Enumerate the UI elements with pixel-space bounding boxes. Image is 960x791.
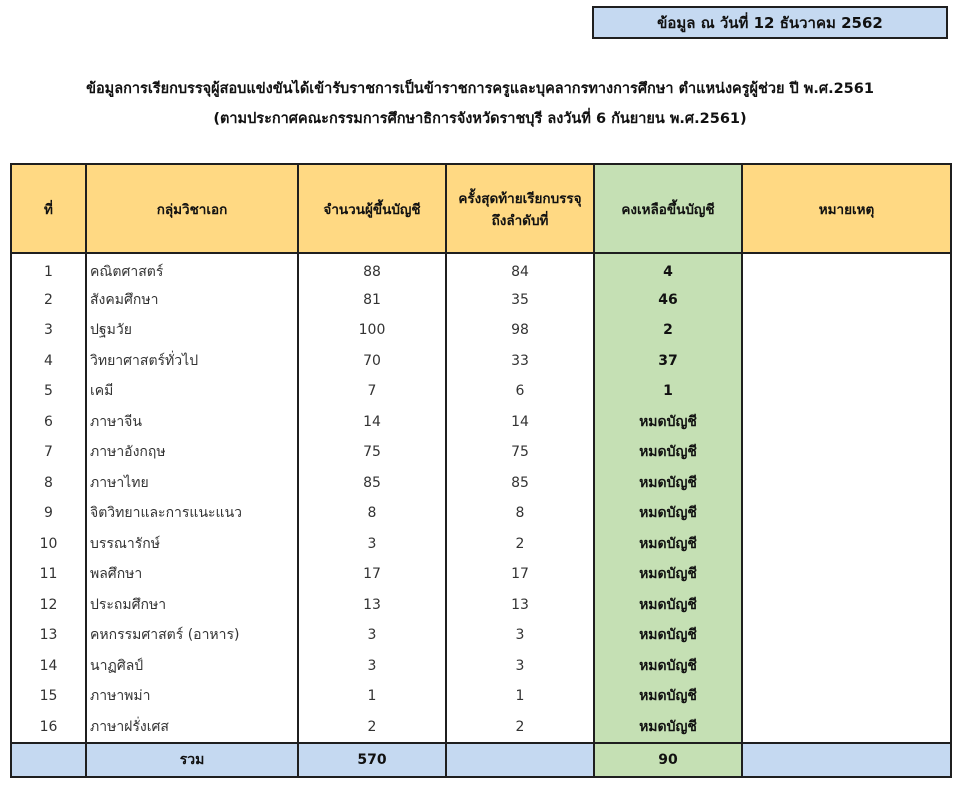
cell-remaining: หมดบัญชี bbox=[594, 437, 742, 468]
total-remaining: 90 bbox=[594, 743, 742, 777]
table-row bbox=[11, 253, 951, 285]
cell-remarks bbox=[742, 468, 951, 499]
cell-last-called: 3 bbox=[446, 620, 594, 651]
cell-subject: นาฏศิลป์ bbox=[86, 651, 298, 682]
cell-listed: 3 bbox=[298, 620, 446, 651]
cell-listed: 17 bbox=[298, 559, 446, 590]
table-row bbox=[11, 498, 951, 529]
cell-no: 5 bbox=[11, 376, 86, 407]
table-row bbox=[11, 620, 951, 651]
cell-listed: 3 bbox=[298, 529, 446, 560]
cell-remarks bbox=[742, 498, 951, 529]
cell-subject: ปฐมวัย bbox=[86, 315, 298, 346]
cell-listed: 2 bbox=[298, 712, 446, 744]
table-row bbox=[11, 559, 951, 590]
cell-remarks bbox=[742, 712, 951, 744]
cell-remarks bbox=[742, 437, 951, 468]
table-row bbox=[11, 285, 951, 316]
cell-no: 12 bbox=[11, 590, 86, 621]
header-listed: จำนวนผู้ขึ้นบัญชี bbox=[298, 164, 446, 253]
cell-no: 9 bbox=[11, 498, 86, 529]
cell-subject: ประถมศึกษา bbox=[86, 590, 298, 621]
recruitment-table bbox=[10, 163, 952, 778]
cell-remaining: หมดบัญชี bbox=[594, 559, 742, 590]
cell-listed: 14 bbox=[298, 407, 446, 438]
cell-listed: 75 bbox=[298, 437, 446, 468]
cell-listed: 8 bbox=[298, 498, 446, 529]
cell-listed: 100 bbox=[298, 315, 446, 346]
report-title: ข้อมูลการเรียกบรรจุผู้สอบแข่งขันได้เข้ารับราชการเป็นข้าราชการครูและบุคลากรทางการศึกษา ตำแหน่งครูผู้ช่วย ปี พ.ศ.2561 bbox=[86, 81, 874, 97]
cell-remarks bbox=[742, 376, 951, 407]
cell-listed: 7 bbox=[298, 376, 446, 407]
cell-last-called: 2 bbox=[446, 529, 594, 560]
table-row bbox=[11, 437, 951, 468]
total-row bbox=[11, 743, 951, 777]
cell-listed: 88 bbox=[298, 253, 446, 285]
cell-no: 13 bbox=[11, 620, 86, 651]
cell-last-called: 2 bbox=[446, 712, 594, 744]
cell-no: 4 bbox=[11, 346, 86, 377]
cell-remaining: 2 bbox=[594, 315, 742, 346]
cell-remaining: หมดบัญชี bbox=[594, 468, 742, 499]
cell-no: 8 bbox=[11, 468, 86, 499]
cell-remarks bbox=[742, 559, 951, 590]
cell-no: 1 bbox=[11, 253, 86, 285]
cell-last-called: 6 bbox=[446, 376, 594, 407]
cell-subject: สังคมศึกษา bbox=[86, 285, 298, 316]
cell-remaining: 4 bbox=[594, 253, 742, 285]
cell-last-called: 1 bbox=[446, 681, 594, 712]
cell-no: 3 bbox=[11, 315, 86, 346]
cell-subject: บรรณารักษ์ bbox=[86, 529, 298, 560]
cell-last-called: 13 bbox=[446, 590, 594, 621]
cell-last-called: 33 bbox=[446, 346, 594, 377]
table-row bbox=[11, 315, 951, 346]
cell-subject: เคมี bbox=[86, 376, 298, 407]
cell-remarks bbox=[742, 651, 951, 682]
cell-last-called: 8 bbox=[446, 498, 594, 529]
table-row bbox=[11, 346, 951, 377]
cell-remarks bbox=[742, 529, 951, 560]
table-row bbox=[11, 681, 951, 712]
cell-listed: 85 bbox=[298, 468, 446, 499]
data-date-box bbox=[592, 6, 948, 39]
header-last-called-line2: ถึงลำดับที่ bbox=[491, 212, 549, 229]
cell-last-called: 3 bbox=[446, 651, 594, 682]
cell-listed: 70 bbox=[298, 346, 446, 377]
cell-remaining: 1 bbox=[594, 376, 742, 407]
cell-remarks bbox=[742, 590, 951, 621]
cell-last-called: 98 bbox=[446, 315, 594, 346]
cell-subject: จิตวิทยาและการแนะแนว bbox=[86, 498, 298, 529]
table-row bbox=[11, 468, 951, 499]
cell-last-called: 85 bbox=[446, 468, 594, 499]
cell-remaining: หมดบัญชี bbox=[594, 529, 742, 560]
header-remarks: หมายเหตุ bbox=[742, 164, 951, 253]
cell-remaining: 46 bbox=[594, 285, 742, 316]
header-last-called-line1: ครั้งสุดท้ายเรียกบรรจุ bbox=[458, 190, 582, 207]
cell-no: 16 bbox=[11, 712, 86, 744]
cell-last-called: 14 bbox=[446, 407, 594, 438]
cell-listed: 3 bbox=[298, 651, 446, 682]
table-row bbox=[11, 651, 951, 682]
cell-no: 7 bbox=[11, 437, 86, 468]
header-subject: กลุ่มวิชาเอก bbox=[86, 164, 298, 253]
cell-subject: คณิตศาสตร์ bbox=[86, 253, 298, 285]
cell-last-called: 35 bbox=[446, 285, 594, 316]
total-label: รวม bbox=[86, 743, 298, 777]
table-row bbox=[11, 712, 951, 744]
cell-remaining: หมดบัญชี bbox=[594, 620, 742, 651]
cell-no: 10 bbox=[11, 529, 86, 560]
cell-subject: วิทยาศาสตร์ทั่วไป bbox=[86, 346, 298, 377]
table-row bbox=[11, 529, 951, 560]
total-remarks-cell bbox=[742, 743, 951, 777]
total-no-cell bbox=[11, 743, 86, 777]
cell-remaining: หมดบัญชี bbox=[594, 651, 742, 682]
cell-remarks bbox=[742, 253, 951, 285]
cell-subject: ภาษาจีน bbox=[86, 407, 298, 438]
table-header-row bbox=[11, 164, 951, 253]
cell-remarks bbox=[742, 285, 951, 316]
cell-listed: 13 bbox=[298, 590, 446, 621]
cell-remarks bbox=[742, 681, 951, 712]
cell-no: 11 bbox=[11, 559, 86, 590]
cell-listed: 1 bbox=[298, 681, 446, 712]
cell-remaining: หมดบัญชี bbox=[594, 712, 742, 744]
table-row bbox=[11, 376, 951, 407]
cell-last-called: 75 bbox=[446, 437, 594, 468]
cell-remarks bbox=[742, 315, 951, 346]
cell-no: 6 bbox=[11, 407, 86, 438]
cell-subject: ภาษาฝรั่งเศส bbox=[86, 712, 298, 744]
cell-remarks bbox=[742, 346, 951, 377]
cell-remarks bbox=[742, 407, 951, 438]
table-row bbox=[11, 590, 951, 621]
cell-subject: ภาษาพม่า bbox=[86, 681, 298, 712]
cell-remaining: หมดบัญชี bbox=[594, 681, 742, 712]
total-listed: 570 bbox=[298, 743, 446, 777]
cell-subject: คหกรรมศาสตร์ (อาหาร) bbox=[86, 620, 298, 651]
cell-listed: 81 bbox=[298, 285, 446, 316]
header-last-called bbox=[446, 164, 594, 253]
cell-no: 14 bbox=[11, 651, 86, 682]
cell-no: 15 bbox=[11, 681, 86, 712]
cell-remaining: หมดบัญชี bbox=[594, 407, 742, 438]
cell-remaining: หมดบัญชี bbox=[594, 498, 742, 529]
cell-subject: ภาษาไทย bbox=[86, 468, 298, 499]
cell-remarks bbox=[742, 620, 951, 651]
header-remaining: คงเหลือขึ้นบัญชี bbox=[594, 164, 742, 253]
header-no: ที่ bbox=[11, 164, 86, 253]
cell-remaining: หมดบัญชี bbox=[594, 590, 742, 621]
report-subtitle: (ตามประกาศคณะกรรมการศึกษาธิการจังหวัดราชบุรี ลงวันที่ 6 กันยายน พ.ศ.2561) bbox=[213, 111, 747, 127]
cell-no: 2 bbox=[11, 285, 86, 316]
cell-subject: พลศึกษา bbox=[86, 559, 298, 590]
cell-last-called: 84 bbox=[446, 253, 594, 285]
total-last-called-cell bbox=[446, 743, 594, 777]
cell-last-called: 17 bbox=[446, 559, 594, 590]
table-row bbox=[11, 407, 951, 438]
data-date-text: ข้อมูล ณ วันที่ 12 ธันวาคม 2562 bbox=[657, 13, 883, 32]
cell-subject: ภาษาอังกฤษ bbox=[86, 437, 298, 468]
cell-remaining: 37 bbox=[594, 346, 742, 377]
